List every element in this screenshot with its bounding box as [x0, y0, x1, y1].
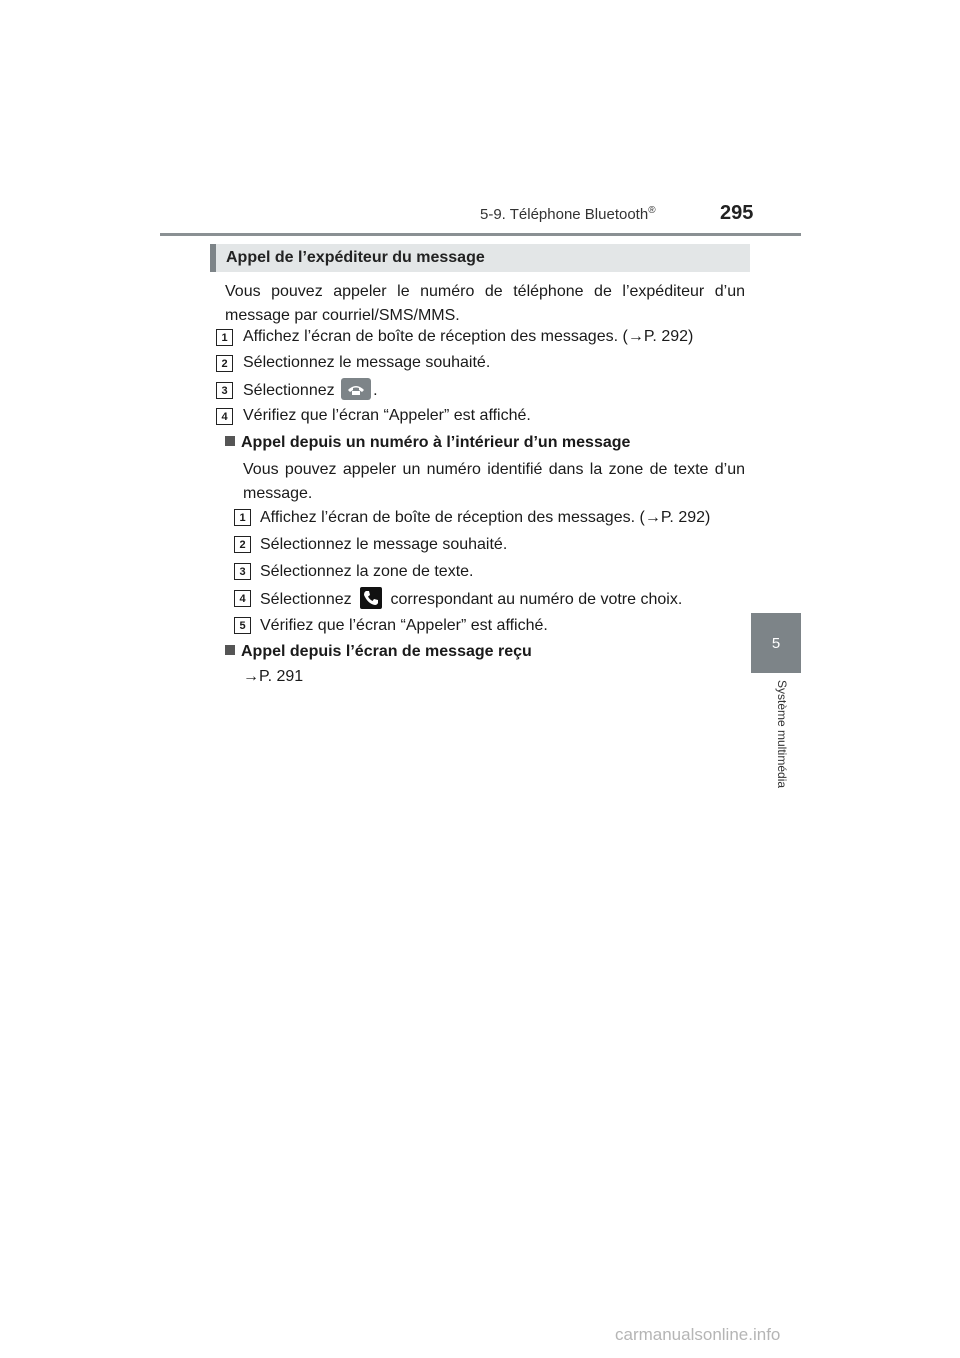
step-number: 4 — [216, 408, 233, 425]
step-text — [260, 587, 682, 612]
chapter-side-label: Système multimédia — [775, 680, 789, 789]
step-number: 1 — [234, 509, 251, 526]
step-text: Affichez l’écran de boîte de réception des messages. (→P. 292) — [243, 328, 694, 345]
subsection-heading — [225, 640, 532, 664]
step-text: Sélectionnez le message souhaité. — [243, 354, 491, 371]
step-number: 2 — [216, 355, 233, 372]
step-text: Sélectionnez la zone de texte. — [260, 563, 474, 580]
step-number: 3 — [216, 382, 233, 399]
handset-icon — [360, 587, 382, 609]
header-rule — [160, 233, 801, 236]
step-text — [243, 378, 378, 403]
subsection-heading — [225, 431, 630, 455]
chapter-title — [480, 205, 656, 223]
step-text: Sélectionnez le message souhaité. — [260, 536, 508, 553]
step-text: Vérifiez que l’écran “Appeler” est affiché. — [243, 407, 531, 424]
chapter-tab: 5 — [751, 613, 801, 673]
watermark: carmanualsonline.info — [615, 1325, 781, 1344]
subsection-intro: Vous pouvez appeler un numéro identifié dans la zone de texte d’un message. — [243, 461, 745, 502]
step-text-after: . — [373, 382, 378, 399]
phone-icon-svg — [341, 378, 371, 400]
handset-icon-svg — [360, 587, 382, 609]
step-number: 3 — [234, 563, 251, 580]
step-number: 1 — [216, 329, 233, 346]
registered-mark: ® — [648, 205, 656, 216]
step-text-before: Sélectionnez — [260, 591, 352, 608]
step-text-after: correspondant au numéro de votre choix. — [390, 591, 683, 608]
phone-icon — [341, 378, 371, 400]
step-text-before: Sélectionnez — [243, 382, 335, 399]
step-text: Vérifiez que l’écran “Appeler” est affiché. — [260, 617, 548, 634]
step-number: 5 — [234, 617, 251, 634]
subsection-heading-text: Appel depuis un numéro à l’intérieur d’un message — [241, 434, 631, 451]
chapter-title-text: 5-9. Téléphone Bluetooth — [480, 206, 649, 223]
square-bullet-icon — [225, 436, 235, 446]
step-text: Affichez l’écran de boîte de réception des messages. (→P. 292) — [260, 509, 711, 526]
step-number: 2 — [234, 536, 251, 553]
subsection-heading-text: Appel depuis l’écran de message reçu — [241, 643, 532, 660]
page-number: 295 — [720, 202, 754, 224]
section-heading: Appel de l’expéditeur du message — [210, 244, 750, 272]
page-reference: →P. 291 — [243, 668, 304, 685]
square-bullet-icon — [225, 645, 235, 655]
step-number: 4 — [234, 590, 251, 607]
section-intro: Vous pouvez appeler le numéro de téléphone de l’expéditeur d’un message par courriel/SMS/MMS. — [225, 283, 745, 324]
